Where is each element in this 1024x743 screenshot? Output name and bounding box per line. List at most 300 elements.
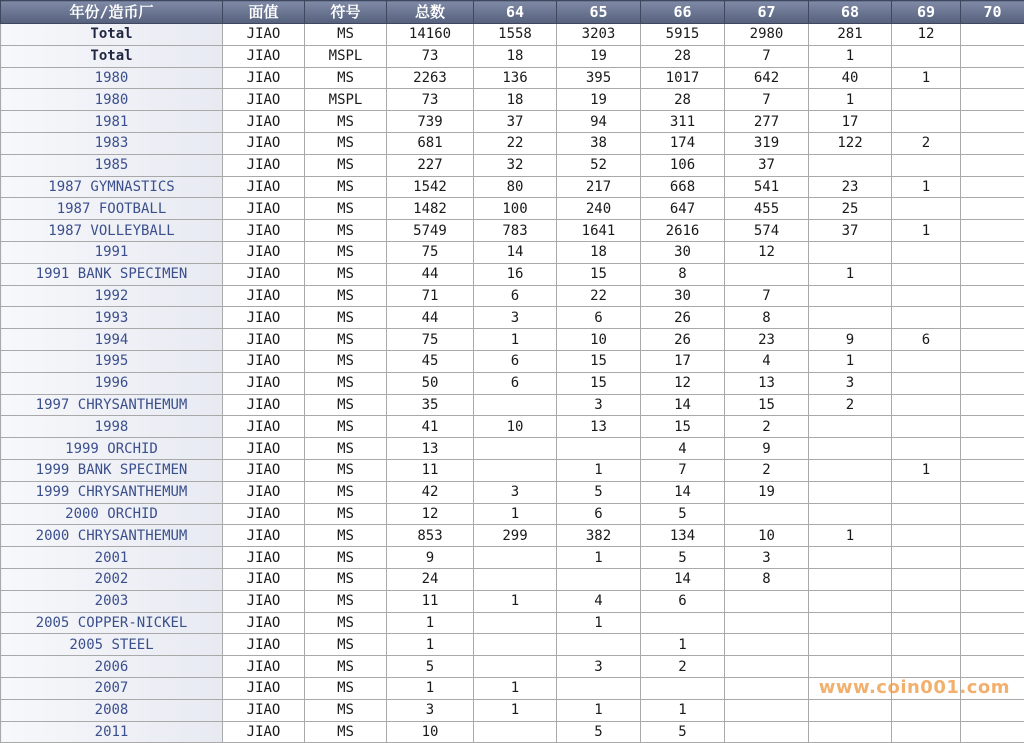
grade-64-cell[interactable]: 18 — [474, 45, 557, 67]
grade-70-cell[interactable] — [961, 634, 1024, 656]
grade-70-cell[interactable] — [961, 547, 1024, 569]
total-cell[interactable]: 75 — [387, 241, 474, 263]
symbol-cell[interactable]: MS — [305, 67, 387, 89]
symbol-cell[interactable]: MS — [305, 721, 387, 743]
denomination-cell[interactable]: JIAO — [223, 459, 305, 481]
total-cell[interactable]: 3 — [387, 699, 474, 721]
grade-70-cell[interactable] — [961, 241, 1024, 263]
grade-70-cell[interactable] — [961, 503, 1024, 525]
grade-66-cell[interactable]: 30 — [641, 285, 725, 307]
symbol-cell[interactable]: MSPL — [305, 89, 387, 111]
grade-65-cell[interactable]: 6 — [557, 503, 641, 525]
grade-68-cell[interactable]: 23 — [809, 176, 892, 198]
grade-69-cell[interactable]: 6 — [892, 329, 961, 351]
symbol-cell[interactable]: MS — [305, 438, 387, 460]
year-mint-cell[interactable]: 1980 — [1, 89, 223, 111]
grade-67-cell[interactable]: 277 — [725, 111, 809, 133]
header-denomination[interactable]: 面值 — [223, 1, 305, 24]
grade-67-cell[interactable]: 19 — [725, 481, 809, 503]
header-grade-67[interactable]: 67 — [725, 1, 809, 24]
grade-67-cell[interactable]: 7 — [725, 89, 809, 111]
grade-65-cell[interactable]: 18 — [557, 241, 641, 263]
grade-64-cell[interactable]: 100 — [474, 198, 557, 220]
grade-68-cell[interactable] — [809, 416, 892, 438]
grade-70-cell[interactable] — [961, 721, 1024, 743]
grade-65-cell[interactable]: 382 — [557, 525, 641, 547]
total-cell[interactable]: 1 — [387, 634, 474, 656]
grade-68-cell[interactable] — [809, 154, 892, 176]
total-cell[interactable]: 1 — [387, 677, 474, 699]
grade-69-cell[interactable] — [892, 438, 961, 460]
symbol-cell[interactable]: MS — [305, 329, 387, 351]
grade-66-cell[interactable]: 1 — [641, 699, 725, 721]
grade-67-cell[interactable] — [725, 503, 809, 525]
header-grade-64[interactable]: 64 — [474, 1, 557, 24]
grade-67-cell[interactable]: 10 — [725, 525, 809, 547]
total-cell[interactable]: 44 — [387, 263, 474, 285]
symbol-cell[interactable]: MS — [305, 111, 387, 133]
grade-66-cell[interactable]: 14 — [641, 568, 725, 590]
grade-66-cell[interactable]: 5 — [641, 547, 725, 569]
total-cell[interactable]: 14160 — [387, 24, 474, 46]
symbol-cell[interactable]: MSPL — [305, 45, 387, 67]
grade-67-cell[interactable]: 455 — [725, 198, 809, 220]
grade-70-cell[interactable] — [961, 416, 1024, 438]
denomination-cell[interactable]: JIAO — [223, 634, 305, 656]
grade-64-cell[interactable] — [474, 547, 557, 569]
grade-66-cell[interactable]: 647 — [641, 198, 725, 220]
grade-65-cell[interactable]: 3 — [557, 394, 641, 416]
denomination-cell[interactable]: JIAO — [223, 699, 305, 721]
grade-65-cell[interactable] — [557, 438, 641, 460]
grade-69-cell[interactable] — [892, 372, 961, 394]
denomination-cell[interactable]: JIAO — [223, 45, 305, 67]
grade-69-cell[interactable] — [892, 699, 961, 721]
grade-70-cell[interactable] — [961, 132, 1024, 154]
grade-68-cell[interactable] — [809, 547, 892, 569]
year-mint-cell[interactable]: 1998 — [1, 416, 223, 438]
symbol-cell[interactable]: MS — [305, 241, 387, 263]
total-cell[interactable]: 13 — [387, 438, 474, 460]
denomination-cell[interactable]: JIAO — [223, 198, 305, 220]
year-mint-cell[interactable]: 1995 — [1, 350, 223, 372]
grade-66-cell[interactable]: 174 — [641, 132, 725, 154]
total-cell[interactable]: 44 — [387, 307, 474, 329]
grade-68-cell[interactable]: 122 — [809, 132, 892, 154]
grade-70-cell[interactable] — [961, 394, 1024, 416]
grade-65-cell[interactable]: 5 — [557, 481, 641, 503]
grade-69-cell[interactable] — [892, 111, 961, 133]
grade-64-cell[interactable]: 783 — [474, 220, 557, 242]
symbol-cell[interactable]: MS — [305, 590, 387, 612]
year-mint-cell[interactable]: 1980 — [1, 67, 223, 89]
year-mint-cell[interactable]: 1985 — [1, 154, 223, 176]
grade-68-cell[interactable] — [809, 438, 892, 460]
grade-69-cell[interactable] — [892, 503, 961, 525]
denomination-cell[interactable]: JIAO — [223, 154, 305, 176]
total-cell[interactable]: 71 — [387, 285, 474, 307]
grade-67-cell[interactable]: 9 — [725, 438, 809, 460]
symbol-cell[interactable]: MS — [305, 132, 387, 154]
year-mint-cell[interactable]: 1983 — [1, 132, 223, 154]
grade-64-cell[interactable]: 18 — [474, 89, 557, 111]
grade-68-cell[interactable] — [809, 459, 892, 481]
year-mint-cell[interactable]: 1987 FOOTBALL — [1, 198, 223, 220]
grade-69-cell[interactable] — [892, 590, 961, 612]
grade-66-cell[interactable]: 14 — [641, 481, 725, 503]
grade-68-cell[interactable] — [809, 634, 892, 656]
grade-65-cell[interactable] — [557, 634, 641, 656]
total-cell[interactable]: 5 — [387, 656, 474, 678]
denomination-cell[interactable]: JIAO — [223, 329, 305, 351]
grade-69-cell[interactable] — [892, 307, 961, 329]
grade-67-cell[interactable]: 13 — [725, 372, 809, 394]
grade-64-cell[interactable]: 1 — [474, 503, 557, 525]
grade-67-cell[interactable]: 23 — [725, 329, 809, 351]
grade-64-cell[interactable]: 3 — [474, 481, 557, 503]
total-cell[interactable]: 24 — [387, 568, 474, 590]
grade-67-cell[interactable] — [725, 590, 809, 612]
grade-64-cell[interactable]: 22 — [474, 132, 557, 154]
grade-66-cell[interactable] — [641, 677, 725, 699]
grade-69-cell[interactable] — [892, 45, 961, 67]
grade-67-cell[interactable]: 8 — [725, 568, 809, 590]
grade-64-cell[interactable]: 136 — [474, 67, 557, 89]
grade-65-cell[interactable]: 1 — [557, 699, 641, 721]
denomination-cell[interactable]: JIAO — [223, 263, 305, 285]
total-cell[interactable]: 41 — [387, 416, 474, 438]
denomination-cell[interactable]: JIAO — [223, 111, 305, 133]
grade-64-cell[interactable]: 10 — [474, 416, 557, 438]
grade-70-cell[interactable] — [961, 438, 1024, 460]
grade-69-cell[interactable] — [892, 721, 961, 743]
year-mint-cell[interactable]: 1997 CHRYSANTHEMUM — [1, 394, 223, 416]
grade-68-cell[interactable]: 1 — [809, 89, 892, 111]
denomination-cell[interactable]: JIAO — [223, 241, 305, 263]
symbol-cell[interactable]: MS — [305, 154, 387, 176]
grade-64-cell[interactable] — [474, 656, 557, 678]
grade-69-cell[interactable] — [892, 350, 961, 372]
year-mint-cell[interactable]: 2000 ORCHID — [1, 503, 223, 525]
header-grade-65[interactable]: 65 — [557, 1, 641, 24]
symbol-cell[interactable]: MS — [305, 350, 387, 372]
total-cell[interactable]: 10 — [387, 721, 474, 743]
grade-65-cell[interactable]: 240 — [557, 198, 641, 220]
year-mint-cell[interactable]: 1999 ORCHID — [1, 438, 223, 460]
symbol-cell[interactable]: MS — [305, 656, 387, 678]
denomination-cell[interactable]: JIAO — [223, 416, 305, 438]
grade-65-cell[interactable]: 217 — [557, 176, 641, 198]
grade-70-cell[interactable] — [961, 263, 1024, 285]
year-mint-cell[interactable]: 2006 — [1, 656, 223, 678]
grade-70-cell[interactable] — [961, 198, 1024, 220]
grade-67-cell[interactable]: 319 — [725, 132, 809, 154]
grade-66-cell[interactable]: 8 — [641, 263, 725, 285]
grade-64-cell[interactable]: 6 — [474, 372, 557, 394]
grade-66-cell[interactable]: 5915 — [641, 24, 725, 46]
total-cell[interactable]: 5749 — [387, 220, 474, 242]
grade-67-cell[interactable]: 541 — [725, 176, 809, 198]
grade-69-cell[interactable] — [892, 89, 961, 111]
symbol-cell[interactable]: MS — [305, 634, 387, 656]
denomination-cell[interactable]: JIAO — [223, 132, 305, 154]
denomination-cell[interactable]: JIAO — [223, 568, 305, 590]
grade-68-cell[interactable]: 25 — [809, 198, 892, 220]
header-grade-69[interactable]: 69 — [892, 1, 961, 24]
total-cell[interactable]: 853 — [387, 525, 474, 547]
symbol-cell[interactable]: MS — [305, 263, 387, 285]
year-mint-cell[interactable]: Total — [1, 24, 223, 46]
symbol-cell[interactable]: MS — [305, 547, 387, 569]
grade-69-cell[interactable] — [892, 525, 961, 547]
grade-64-cell[interactable]: 37 — [474, 111, 557, 133]
year-mint-cell[interactable]: 1991 — [1, 241, 223, 263]
symbol-cell[interactable]: MS — [305, 198, 387, 220]
grade-69-cell[interactable] — [892, 481, 961, 503]
denomination-cell[interactable]: JIAO — [223, 656, 305, 678]
grade-64-cell[interactable] — [474, 634, 557, 656]
grade-65-cell[interactable]: 22 — [557, 285, 641, 307]
total-cell[interactable]: 11 — [387, 459, 474, 481]
grade-67-cell[interactable] — [725, 656, 809, 678]
grade-68-cell[interactable]: 17 — [809, 111, 892, 133]
grade-65-cell[interactable]: 1641 — [557, 220, 641, 242]
grade-69-cell[interactable] — [892, 241, 961, 263]
grade-65-cell[interactable]: 5 — [557, 721, 641, 743]
total-cell[interactable]: 11 — [387, 590, 474, 612]
grade-68-cell[interactable] — [809, 241, 892, 263]
denomination-cell[interactable]: JIAO — [223, 438, 305, 460]
grade-64-cell[interactable]: 3 — [474, 307, 557, 329]
year-mint-cell[interactable]: 1993 — [1, 307, 223, 329]
denomination-cell[interactable]: JIAO — [223, 503, 305, 525]
grade-64-cell[interactable] — [474, 459, 557, 481]
grade-65-cell[interactable]: 6 — [557, 307, 641, 329]
grade-66-cell[interactable]: 26 — [641, 307, 725, 329]
grade-65-cell[interactable]: 4 — [557, 590, 641, 612]
year-mint-cell[interactable]: 1999 BANK SPECIMEN — [1, 459, 223, 481]
grade-66-cell[interactable] — [641, 612, 725, 634]
grade-70-cell[interactable] — [961, 612, 1024, 634]
grade-67-cell[interactable]: 12 — [725, 241, 809, 263]
grade-65-cell[interactable] — [557, 568, 641, 590]
grade-67-cell[interactable] — [725, 699, 809, 721]
grade-64-cell[interactable] — [474, 394, 557, 416]
grade-69-cell[interactable] — [892, 285, 961, 307]
grade-65-cell[interactable]: 1 — [557, 459, 641, 481]
grade-70-cell[interactable] — [961, 89, 1024, 111]
grade-69-cell[interactable] — [892, 154, 961, 176]
grade-66-cell[interactable]: 2616 — [641, 220, 725, 242]
total-cell[interactable]: 35 — [387, 394, 474, 416]
grade-70-cell[interactable] — [961, 568, 1024, 590]
grade-64-cell[interactable] — [474, 568, 557, 590]
grade-64-cell[interactable]: 1 — [474, 329, 557, 351]
denomination-cell[interactable]: JIAO — [223, 285, 305, 307]
grade-67-cell[interactable]: 7 — [725, 45, 809, 67]
total-cell[interactable]: 12 — [387, 503, 474, 525]
grade-66-cell[interactable]: 5 — [641, 721, 725, 743]
total-cell[interactable]: 2263 — [387, 67, 474, 89]
header-grade-70[interactable]: 70 — [961, 1, 1024, 24]
header-total[interactable]: 总数 — [387, 1, 474, 24]
symbol-cell[interactable]: MS — [305, 677, 387, 699]
year-mint-cell[interactable]: 2008 — [1, 699, 223, 721]
grade-67-cell[interactable]: 37 — [725, 154, 809, 176]
grade-69-cell[interactable]: 1 — [892, 176, 961, 198]
grade-66-cell[interactable]: 30 — [641, 241, 725, 263]
grade-66-cell[interactable]: 1 — [641, 634, 725, 656]
denomination-cell[interactable]: JIAO — [223, 547, 305, 569]
grade-64-cell[interactable]: 16 — [474, 263, 557, 285]
grade-65-cell[interactable]: 10 — [557, 329, 641, 351]
year-mint-cell[interactable]: 2002 — [1, 568, 223, 590]
grade-66-cell[interactable]: 12 — [641, 372, 725, 394]
total-cell[interactable]: 9 — [387, 547, 474, 569]
grade-70-cell[interactable] — [961, 699, 1024, 721]
grade-70-cell[interactable] — [961, 307, 1024, 329]
denomination-cell[interactable]: JIAO — [223, 590, 305, 612]
grade-68-cell[interactable] — [809, 285, 892, 307]
grade-66-cell[interactable]: 7 — [641, 459, 725, 481]
grade-70-cell[interactable] — [961, 111, 1024, 133]
grade-64-cell[interactable]: 1 — [474, 677, 557, 699]
grade-68-cell[interactable]: 1 — [809, 525, 892, 547]
total-cell[interactable]: 45 — [387, 350, 474, 372]
grade-69-cell[interactable] — [892, 656, 961, 678]
grade-65-cell[interactable]: 3203 — [557, 24, 641, 46]
total-cell[interactable]: 1542 — [387, 176, 474, 198]
symbol-cell[interactable]: MS — [305, 699, 387, 721]
grade-67-cell[interactable]: 8 — [725, 307, 809, 329]
symbol-cell[interactable]: MS — [305, 24, 387, 46]
grade-67-cell[interactable] — [725, 634, 809, 656]
symbol-cell[interactable]: MS — [305, 307, 387, 329]
grade-68-cell[interactable] — [809, 699, 892, 721]
grade-64-cell[interactable]: 6 — [474, 285, 557, 307]
grade-70-cell[interactable] — [961, 372, 1024, 394]
grade-67-cell[interactable]: 642 — [725, 67, 809, 89]
grade-70-cell[interactable] — [961, 24, 1024, 46]
grade-64-cell[interactable]: 14 — [474, 241, 557, 263]
grade-67-cell[interactable]: 2 — [725, 459, 809, 481]
total-cell[interactable]: 1482 — [387, 198, 474, 220]
year-mint-cell[interactable]: 1981 — [1, 111, 223, 133]
denomination-cell[interactable]: JIAO — [223, 612, 305, 634]
year-mint-cell[interactable]: 2005 COPPER-NICKEL — [1, 612, 223, 634]
year-mint-cell[interactable]: 1999 CHRYSANTHEMUM — [1, 481, 223, 503]
grade-70-cell[interactable] — [961, 350, 1024, 372]
grade-70-cell[interactable] — [961, 45, 1024, 67]
grade-66-cell[interactable]: 106 — [641, 154, 725, 176]
total-cell[interactable]: 75 — [387, 329, 474, 351]
grade-68-cell[interactable]: 1 — [809, 350, 892, 372]
header-grade-66[interactable]: 66 — [641, 1, 725, 24]
grade-65-cell[interactable]: 52 — [557, 154, 641, 176]
grade-69-cell[interactable]: 1 — [892, 459, 961, 481]
grade-65-cell[interactable]: 94 — [557, 111, 641, 133]
grade-67-cell[interactable] — [725, 721, 809, 743]
symbol-cell[interactable]: MS — [305, 372, 387, 394]
grade-66-cell[interactable]: 28 — [641, 89, 725, 111]
grade-67-cell[interactable]: 574 — [725, 220, 809, 242]
grade-67-cell[interactable]: 4 — [725, 350, 809, 372]
denomination-cell[interactable]: JIAO — [223, 307, 305, 329]
symbol-cell[interactable]: MS — [305, 568, 387, 590]
denomination-cell[interactable]: JIAO — [223, 372, 305, 394]
year-mint-cell[interactable]: 1991 BANK SPECIMEN — [1, 263, 223, 285]
denomination-cell[interactable]: JIAO — [223, 67, 305, 89]
symbol-cell[interactable]: MS — [305, 481, 387, 503]
symbol-cell[interactable]: MS — [305, 220, 387, 242]
total-cell[interactable]: 42 — [387, 481, 474, 503]
denomination-cell[interactable]: JIAO — [223, 394, 305, 416]
grade-66-cell[interactable]: 668 — [641, 176, 725, 198]
year-mint-cell[interactable]: 2001 — [1, 547, 223, 569]
grade-64-cell[interactable] — [474, 721, 557, 743]
denomination-cell[interactable]: JIAO — [223, 89, 305, 111]
symbol-cell[interactable]: MS — [305, 459, 387, 481]
grade-66-cell[interactable]: 311 — [641, 111, 725, 133]
grade-68-cell[interactable] — [809, 481, 892, 503]
denomination-cell[interactable]: JIAO — [223, 481, 305, 503]
symbol-cell[interactable]: MS — [305, 612, 387, 634]
grade-68-cell[interactable]: 2 — [809, 394, 892, 416]
grade-64-cell[interactable]: 32 — [474, 154, 557, 176]
symbol-cell[interactable]: MS — [305, 525, 387, 547]
grade-65-cell[interactable] — [557, 677, 641, 699]
year-mint-cell[interactable]: 2007 — [1, 677, 223, 699]
grade-66-cell[interactable]: 28 — [641, 45, 725, 67]
grade-64-cell[interactable]: 80 — [474, 176, 557, 198]
grade-66-cell[interactable]: 17 — [641, 350, 725, 372]
grade-67-cell[interactable]: 15 — [725, 394, 809, 416]
grade-68-cell[interactable]: 281 — [809, 24, 892, 46]
grade-68-cell[interactable] — [809, 656, 892, 678]
grade-70-cell[interactable] — [961, 525, 1024, 547]
grade-68-cell[interactable]: 37 — [809, 220, 892, 242]
symbol-cell[interactable]: MS — [305, 394, 387, 416]
year-mint-cell[interactable]: 1987 GYMNASTICS — [1, 176, 223, 198]
denomination-cell[interactable]: JIAO — [223, 721, 305, 743]
year-mint-cell[interactable]: 2011 — [1, 721, 223, 743]
grade-68-cell[interactable] — [809, 503, 892, 525]
grade-70-cell[interactable] — [961, 67, 1024, 89]
denomination-cell[interactable]: JIAO — [223, 525, 305, 547]
grade-68-cell[interactable]: 1 — [809, 45, 892, 67]
total-cell[interactable]: 73 — [387, 45, 474, 67]
grade-65-cell[interactable]: 15 — [557, 372, 641, 394]
symbol-cell[interactable]: MS — [305, 503, 387, 525]
grade-69-cell[interactable]: 1 — [892, 67, 961, 89]
grade-70-cell[interactable] — [961, 481, 1024, 503]
grade-68-cell[interactable]: 9 — [809, 329, 892, 351]
grade-66-cell[interactable]: 14 — [641, 394, 725, 416]
grade-67-cell[interactable]: 7 — [725, 285, 809, 307]
grade-69-cell[interactable]: 2 — [892, 132, 961, 154]
grade-69-cell[interactable] — [892, 263, 961, 285]
grade-67-cell[interactable]: 2 — [725, 416, 809, 438]
grade-65-cell[interactable]: 395 — [557, 67, 641, 89]
total-cell[interactable]: 73 — [387, 89, 474, 111]
denomination-cell[interactable]: JIAO — [223, 220, 305, 242]
grade-70-cell[interactable] — [961, 154, 1024, 176]
grade-66-cell[interactable]: 4 — [641, 438, 725, 460]
grade-66-cell[interactable]: 26 — [641, 329, 725, 351]
grade-66-cell[interactable]: 5 — [641, 503, 725, 525]
grade-70-cell[interactable] — [961, 590, 1024, 612]
grade-65-cell[interactable]: 1 — [557, 547, 641, 569]
